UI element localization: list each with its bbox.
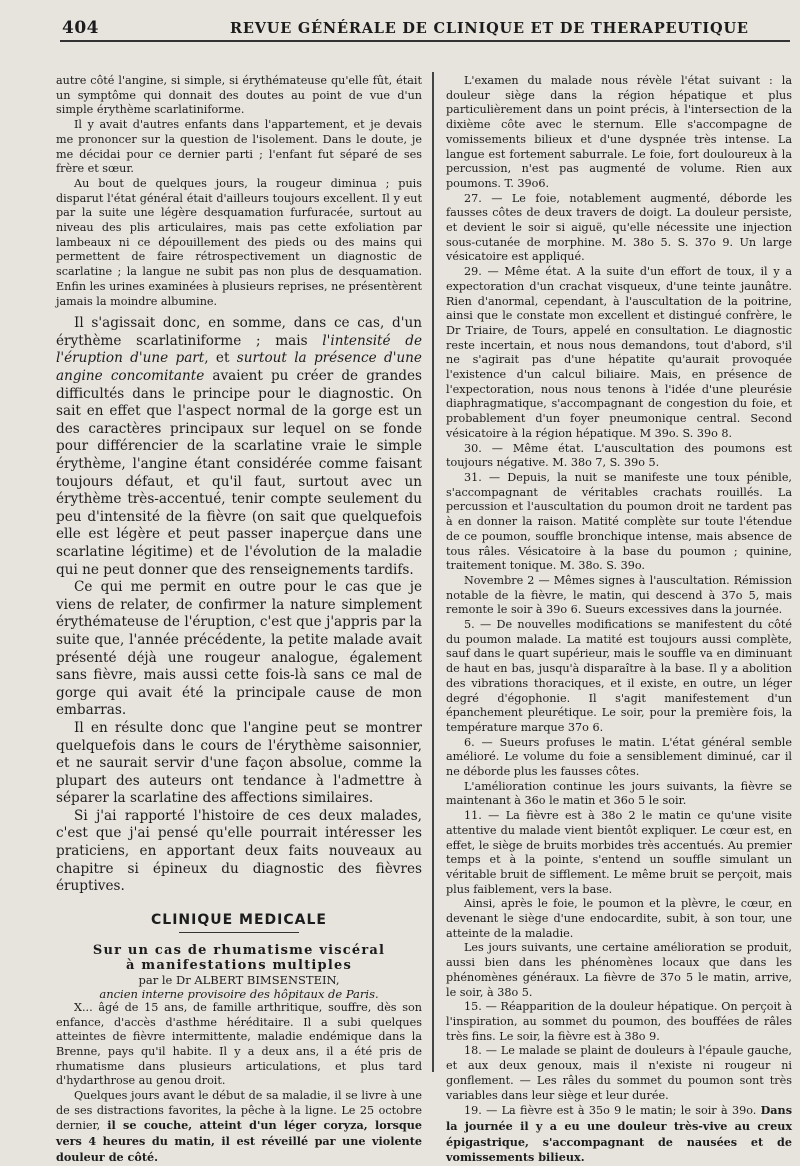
bold-text-run: Dans la journée il y a eu une douleur très-vive au creux épigastrique, s'accompagnant de nausées et de vomissements bilieux. <box>446 1103 792 1165</box>
author-byline: par le Dr ALBERT BIMSENSTEIN, <box>138 972 340 987</box>
paragraph: Si j'ai rapporté l'histoire de ces deux malades, c'est que j'ai pensé qu'elle pourrait intéresser les praticiens, en apportant deux faits nouveaux au chapitre si épineux du diagnostic des fièvres éruptives. <box>56 807 422 895</box>
paragraph <box>446 1103 792 1166</box>
page-number: 404 <box>62 18 99 38</box>
paragraph: Au bout de quelques jours, la rougeur diminua ; puis disparut l'état général était d'ailleurs toujours excellent. Il y eut par la suite une légère desquamation furfuracée, surtout au niveau des plis articulaires, mais pas cette exfoliation par lambeaux ni ce dépouillement des pieds ou des mains qui permettent de faire rétrospectivement un diagnostic de scarlatine ; la langue ne subit pas non plus de desquamation. Enfin les urines examinées à plusieurs reprises, ne présentèrent jamais la moindre albumine. <box>56 176 422 308</box>
article-title: Sur un cas de rhumatisme viscéral <box>92 942 386 958</box>
paragraph: Novembre 2 — Mêmes signes à l'auscultation. Rémission notable de la fièvre, le matin, qui descend à 37o 5, mais remonte le soir à 39o 6. Sueurs excessives dans la journée. <box>446 573 792 617</box>
article-title: à manifestations multiples <box>126 957 352 973</box>
italic-emphasis: surtout la présence d'une angine concomitante <box>56 350 422 385</box>
section-rule <box>179 932 299 933</box>
paragraph: autre côté l'angine, si simple, si érythémateuse qu'elle fût, était un symptôme qui donnait des doutes au point de vue d'un simple érythème scarlatiniforme. <box>56 74 422 117</box>
paragraph: Il en résulte donc que l'angine peut se montrer quelquefois dans le cours de l'érythème saisonnier, et ne saurait servir d'une façon absolue, comme la plupart des auteurs ont tendance à l'admettre à séparer la scarlatine des affections similaires. <box>56 719 422 807</box>
paragraph: L'amélioration continue les jours suivants, la fièvre se maintenant à 36o le matin et 36o 5 le soir. <box>446 779 792 808</box>
paragraph <box>56 315 422 579</box>
paragraph: Ainsi, après le foie, le poumon et la plèvre, le cœur, en devenant le siège d'une endocardite, subit, à son tour, une atteinte de la maladie. <box>446 897 792 940</box>
text-run: avaient pu créer de grandes difficultés dans le principe pour le diagnostic. On sait en effet que l'aspect normal de la gorge est un des caractères principaux sur lequel on se fonde pour différencier de la scarlatine vraie le simple érythème, l'angine étant considérée comme faisant toujours défaut, et qu'il faut, surtout avec un érythème très-accentué, tenir compte seulement du peu d'intensité de la fièvre (on sait que quelquefois elle est légère et peut passer inaperçue dans une scarlatine légitime) et de l'évolution de la maladie qui ne peut donner que des renseignements tardifs. <box>56 368 422 578</box>
paragraph: 30. — Même état. L'auscultation des poumons est toujours négative. M. 38o 7, S. 39o 5. <box>446 441 792 470</box>
text-run: 19. — La fièvre est à 35o 9 le matin; le soir à 39o. <box>464 1104 761 1118</box>
column-divider <box>432 72 434 1072</box>
header-rule <box>60 40 790 42</box>
author-affiliation: ancien interne provisoire des hôpitaux de Paris. <box>99 986 379 1001</box>
paragraph: L'examen du malade nous révèle l'état suivant : la douleur siège dans la région hépatique et plus particulièrement dans un point précis, à l'intersection de la dixième côte avec le sternum. Elle s'accompagne de vomissements bilieux et d'une dyspnée très intense. La langue est fortement saburrale. Le foie, fort douloureux à la percussion, n'est pas augmenté de volume. Rien aux poumons. T. 39o6. <box>446 74 792 190</box>
paragraph <box>56 1089 422 1166</box>
text-run: Quelques jours avant le début de sa maladie, il se livre à une de ses distractions favorites, la pêche à la ligne. Le 25 octobre dernier, <box>56 1089 422 1133</box>
paragraph: 29. — Même état. A la suite d'un effort de toux, il y a expectoration d'un crachat visqueux, d'une teinte jaunâtre. Rien d'anormal, cependant, à l'auscultation de la poitrine, ainsi que le constate mon excellent et distingué confrère, le Dr Triaire, de Tours, appelé en consultation. Le diagnostic reste incertain, et nous nous demandons, tout d'abord, s'il ne s'agirait pas d'une hépatite qu'aurait provoquée l'existence d'un calcul biliaire. Mais, en présence de l'expectoration, nous nous tenons à l'idée d'une pleurésie diaphragmatique, s'accompagnant de congestion du foie, et probablement d'un foyer pneumonique central. Second vésicatoire à la région hépatique. M 39o. S. 39o 8. <box>446 265 792 440</box>
paragraph: X... âgé de 15 ans, de famille arthritique, souffre, dès son enfance, d'accès d'asthme héréditaire. Il a subi quelques atteintes de fièvre intermittente, maladie endémique dans la Brenne, pays qu'il habite. Il y a deux ans, il a été pris de rhumatisme dans plusieurs articulations, et plus tard d'hydarthrose au genou droit. <box>56 1000 422 1088</box>
paragraph: Les jours suivants, une certaine amélioration se produit, aussi bien dans les phénomènes locaux que dans les phénomènes généraux. La fièvre de 37o 5 le matin, arrive, le soir, à 38o 5. <box>446 941 792 999</box>
paragraph: 18. — Le malade se plaint de douleurs à l'épaule gauche, et aux deux genoux, mais il n'existe ni rougeur ni gonflement. — Les râles du sommet du poumon sont très variables dans leur siège et leur durée. <box>446 1044 792 1102</box>
paragraph: 5. — De nouvelles modifications se manifestent du côté du poumon malade. La matité est toujours aussi complète, sauf dans le quart supérieur, mais le souffle va en diminuant de haut en bas, jusqu'à disparaître à la base. Il y a abolition des vibrations thoraciques, et il existe, en outre, un léger degré d'égophonie. Il s'agit manifestement d'un épanchement pleurétique. Le soir, pour la première fois, la température marque 37o 6. <box>446 618 792 734</box>
page-header <box>40 14 780 42</box>
running-title: REVUE GÉNÉRALE DE CLINIQUE ET DE THERAPEUTIQUE <box>230 20 749 37</box>
paragraph: 6. — Sueurs profuses le matin. L'état général semble amélioré. Le volume du foie a sensiblement diminué, car il ne déborde plus les fausses côtes. <box>446 735 792 779</box>
text-run: , et <box>204 350 237 367</box>
italic-emphasis: l'intensité de l'éruption d'une part <box>56 332 422 367</box>
paragraph: Ce qui me permit en outre pour le cas que je viens de relater, de confirmer la nature simplement érythémateuse de l'éruption, c'est que j'appris par la suite que, l'année précédente, la petite malade avait présenté déjà une rougeur analogue, également sans fièvre, mais aussi cette fois-là sans ce mal de gorge qui avait été la principale cause de mon embarras. <box>56 579 422 719</box>
right-column <box>446 74 792 1165</box>
section-heading: CLINIQUE MEDICALE <box>151 911 327 928</box>
paragraph: 27. — Le foie, notablement augmenté, déborde les fausses côtes de deux travers de doigt. La douleur persiste, et devient le soir si aiguë, qu'elle nécessite une injection sous-cutanée de morphine. M. 38o 5. S. 37o 9. Un large vésicatoire est appliqué. <box>446 191 792 264</box>
paragraph: 11. — La fièvre est à 38o 2 le matin ce qu'une visite attentive du malade vient bientôt expliquer. Le cœur est, en effet, le siège de bruits morbides très accentués. Au premier temps et à la pointe, s'entend un souffle simulant un véritable bruit de sifflement. Le même bruit se perçoit, mais plus faiblement, vers la base. <box>446 809 792 896</box>
paragraph: Il y avait d'autres enfants dans l'appartement, et je devais me prononcer sur la question de l'isolement. Dans le doute, je me décidai pour ce dernier parti ; l'enfant fut séparé de ses frère et sœur. <box>56 118 422 176</box>
paragraph: 15. — Réapparition de la douleur hépatique. On perçoit à l'inspiration, au sommet du poumon, des bouffées de râles très fins. Le soir, la fièvre est à 38o 9. <box>446 1000 792 1043</box>
paragraph: 31. — Depuis, la nuit se manifeste une toux pénible, s'accompagnant de véritables crachats rouillés. La percussion et l'auscultation du poumon droit ne tardent pas à en donner la raison. Matité complète sur toute l'étendue de ce poumon, souffle bronchique intense, mais absence de tous râles. Vésicatoire à la base du poumon ; quinine, traitement tonique. M. 38o. S. 39o. <box>446 470 792 573</box>
left-column <box>56 74 422 1164</box>
bold-text-run: il se couche, atteint d'un léger coryza, lorsque vers 4 heures du matin, il est réveillé par une violente douleur de côté. <box>56 1118 422 1164</box>
text-run: Il s'agissait donc, en somme, dans ce cas, d'un érythème scarlatiniforme ; mais <box>56 315 422 349</box>
